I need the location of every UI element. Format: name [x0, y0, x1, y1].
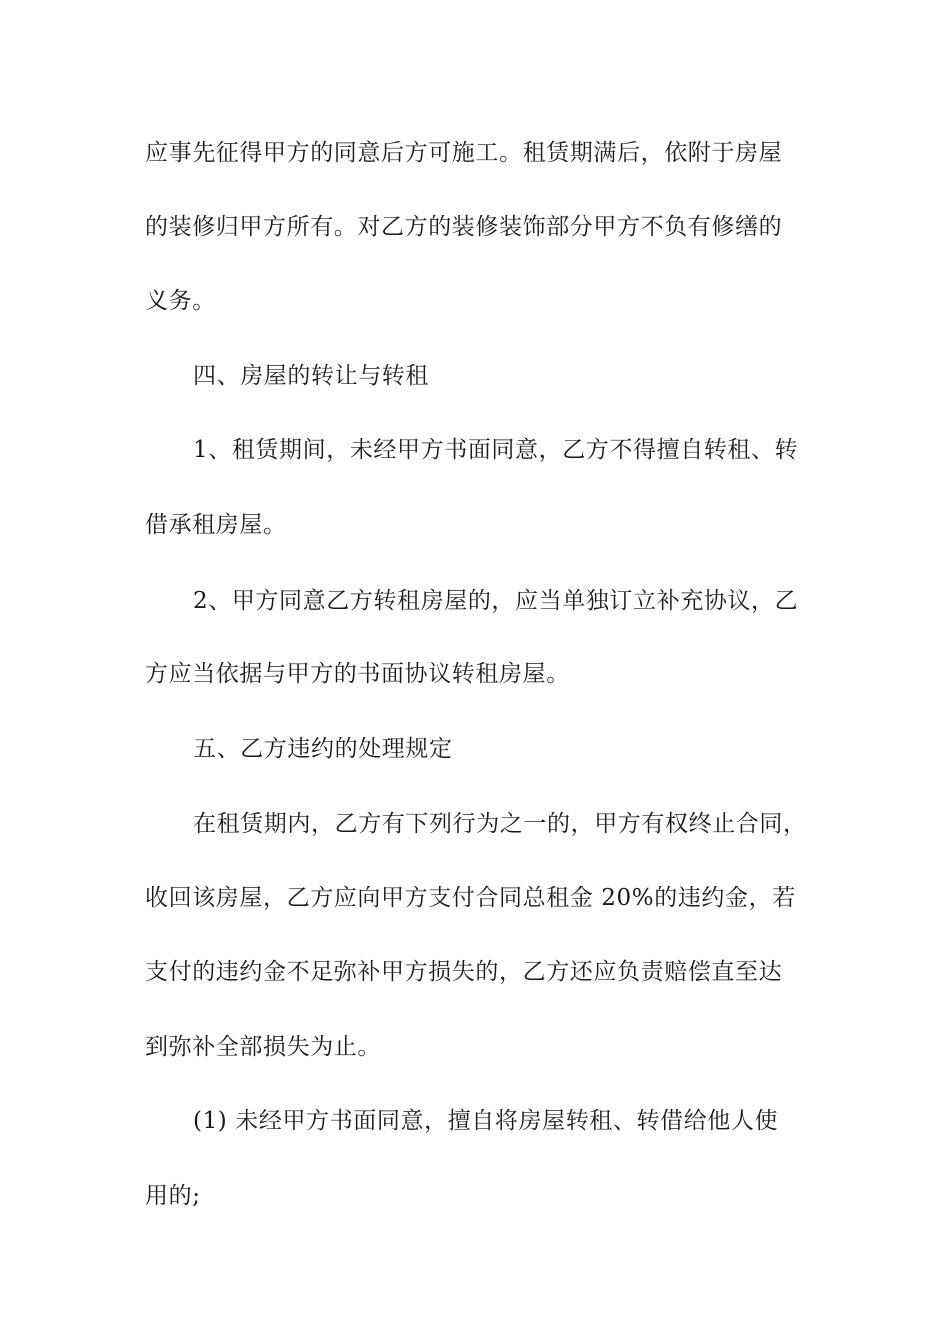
- text-line: 收回该房屋，乙方应向甲方支付合同总租金 20%的违约金，若: [145, 885, 796, 911]
- text-line: 到弥补全部损失为止。: [145, 1034, 381, 1060]
- text-line: 方应当依据与甲方的书面协议转租房屋。: [145, 661, 570, 687]
- text-line: 1、租赁期间，未经甲方书面同意，乙方不得擅自转租、转: [193, 437, 799, 463]
- section-heading: 五、乙方违约的处理规定: [193, 736, 453, 762]
- text-line: 义务。: [145, 288, 216, 314]
- text-line: 的装修归甲方所有。对乙方的装修装饰部分甲方不负有修缮的: [145, 214, 783, 240]
- text-line: 在租赁期内，乙方有下列行为之一的，甲方有权终止合同，: [193, 811, 807, 837]
- text-line: 用的;: [145, 1183, 201, 1209]
- text-line: 应事先征得甲方的同意后方可施工。租赁期满后，依附于房屋: [145, 140, 783, 166]
- text-line: 借承租房屋。: [145, 512, 287, 538]
- text-line: 支付的违约金不足弥补甲方损失的，乙方还应负责赔偿直至达: [145, 959, 783, 985]
- list-item: (1) 未经甲方书面同意，擅自将房屋转租、转借给他人使: [193, 1108, 779, 1134]
- section-heading: 四、房屋的转让与转租: [193, 363, 429, 389]
- text-line: 2、甲方同意乙方转租房屋的，应当单独订立补充协议，乙: [193, 588, 799, 614]
